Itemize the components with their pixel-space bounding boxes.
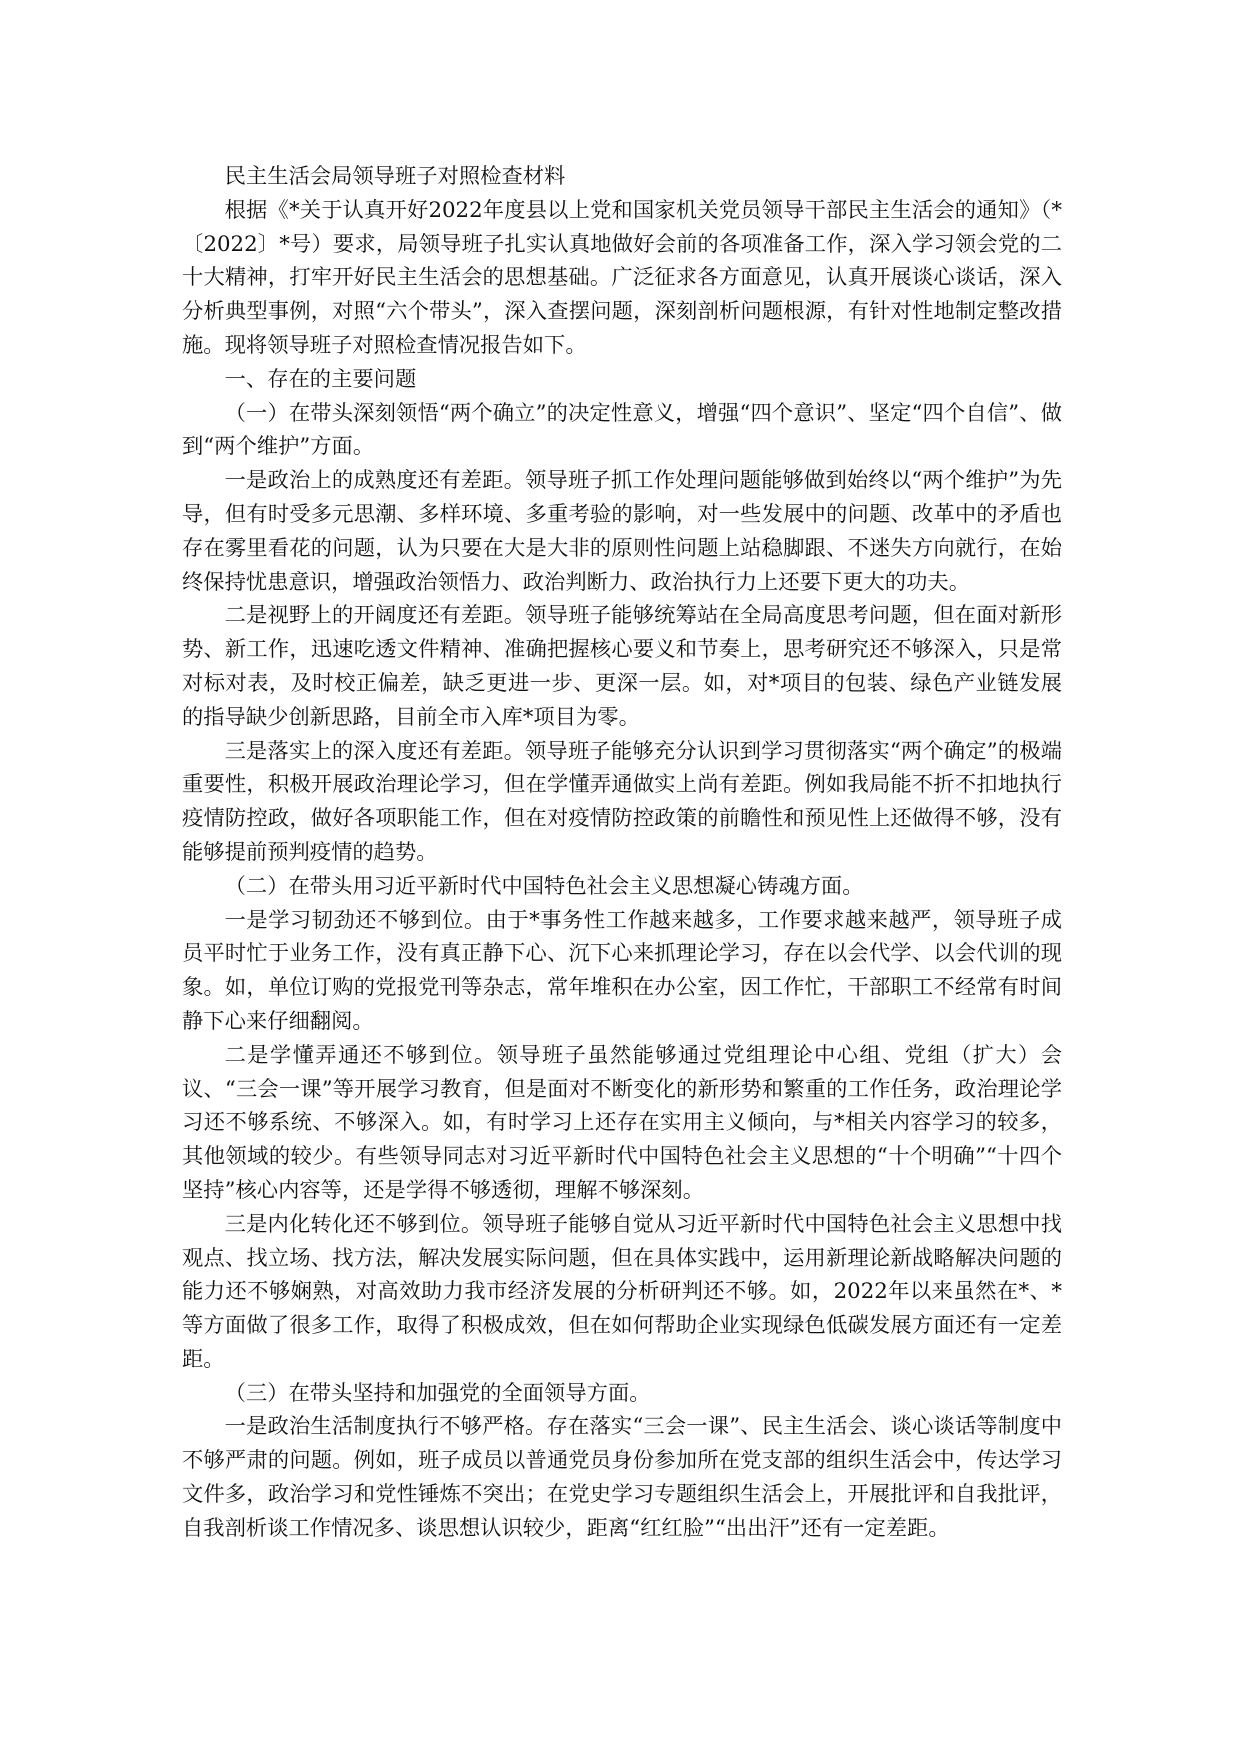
paragraph-study-persistence: 一是学习韧劲还不够到位。由于*事务性工作越来越多，工作要求越来越严，领导班子成员平时忙于业务工作，没有真正静下心、沉下心来抓理论学习，存在以会代学、以会代训的现象。如，单位订购的党报党刊等杂志，常年堆积在办公室，因工作忙，干部职工不经常有时间静下心来仔细翻阅。 bbox=[182, 907, 1062, 1034]
document-page bbox=[182, 160, 1062, 1546]
paragraph-political-life-system: 一是政治生活制度执行不够严格。存在落实“三会一课”、民主生活会、谈心谈话等制度中不够严肃的问题。例如，班子成员以普通党员身份参加所在党支部的组织生活会中，传达学习文件多，政治学习和党性锤炼不突出；在党史学习专题组织生活会上，开展批评和自我批评，自我剖析谈工作情况多、谈思想认识较少，距离“红红脸”“出出汗”还有一定差距。 bbox=[182, 1414, 1062, 1541]
intro-paragraph: 根据《*关于认真开好2022年度县以上党和国家机关党员领导干部民主生活会的通知》（*〔2022〕*号）要求，局领导班子扎实认真地做好会前的各项准备工作，深入学习领会党的二十大精神，打牢开好民主生活会的思想基础。广泛征求各方面意见，认真开展谈心谈话，深入分析典型事例，对照“六个带头”，深入查摆问题，深刻剖析问题根源，有针对性地制定整改措施。现将领导班子对照检查情况报告如下。 bbox=[182, 197, 1062, 358]
paragraph-political-maturity: 一是政治上的成熟度还有差距。领导班子抓工作处理问题能够做到始终以“两个维护”为先导，但有时受多元思潮、多样环境、多重考验的影响，对一些发展中的问题、改革中的矛盾也存在雾里看花的问题，认为只要在大是大非的原则性问题上站稳脚跟、不迷失方向就行，在始终保持忧患意识，增强政治领悟力、政治判断力、政治执行力上还要下更大的功夫。 bbox=[182, 468, 1062, 595]
paragraph-study-understanding: 二是学懂弄通还不够到位。领导班子虽然能够通过党组理论中心组、党组（扩大）会议、“三会一课”等开展学习教育，但是面对不断变化的新形势和繁重的工作任务，政治理论学习还不够系统、不够深入。如，有时学习上还存在实用主义倾向，与*相关内容学习的较多，其他领域的较少。有些领导同志对习近平新时代中国特色社会主义思想的“十个明确”“十四个坚持”核心内容等，还是学得不够透彻，理解不够深刻。 bbox=[182, 1042, 1062, 1203]
paragraph-implementation-depth: 三是落实上的深入度还有差距。领导班子能够充分认识到学习贯彻落实“两个确定”的极端重要性，积极开展政治理论学习，但在学懂弄通做实上尚有差距。例如我局能不折不扣地执行疫情防控政，做好各项职能工作，但在对疫情防控政策的前瞻性和预见性上还做得不够，没有能够提前预判疫情的趋势。 bbox=[182, 738, 1062, 865]
section-heading-problems: 一、存在的主要问题 bbox=[224, 366, 417, 392]
paragraph-internalization: 三是内化转化还不够到位。领导班子能够自觉从习近平新时代中国特色社会主义思想中找观点、找立场、找方法，解决发展实际问题，但在具体实践中，运用新理论新战略解决问题的能力还不够娴熟，对高效助力我市经济发展的分析研判还不够。如，2022年以来虽然在*、*等方面做了很多工作，取得了积极成效，但在如何帮助企业实现绿色低碳发展方面还有一定差距。 bbox=[182, 1211, 1062, 1372]
subsection-heading-3: （三）在带头坚持和加强党的全面领导方面。 bbox=[224, 1380, 651, 1406]
subsection-heading-1: （一）在带头深刻领悟“两个确立”的决定性意义，增强“四个意识”、坚定“四个自信”、做到“两个维护”方面。 bbox=[182, 400, 1062, 460]
paragraph-vision-breadth: 二是视野上的开阔度还有差距。领导班子能够统筹站在全局高度思考问题，但在面对新形势、新工作，迅速吃透文件精神、准确把握核心要义和节奏上，思考研究还不够深入，只是常对标对表，及时校正偏差，缺乏更进一步、更深一层。如，对*项目的包装、绿色产业链发展的指导缺少创新思路，目前全市入库*项目为零。 bbox=[182, 603, 1062, 730]
document-title: 民主生活会局领导班子对照检查材料 bbox=[224, 164, 566, 189]
subsection-heading-2: （二）在带头用习近平新时代中国特色社会主义思想凝心铸魂方面。 bbox=[224, 873, 864, 899]
